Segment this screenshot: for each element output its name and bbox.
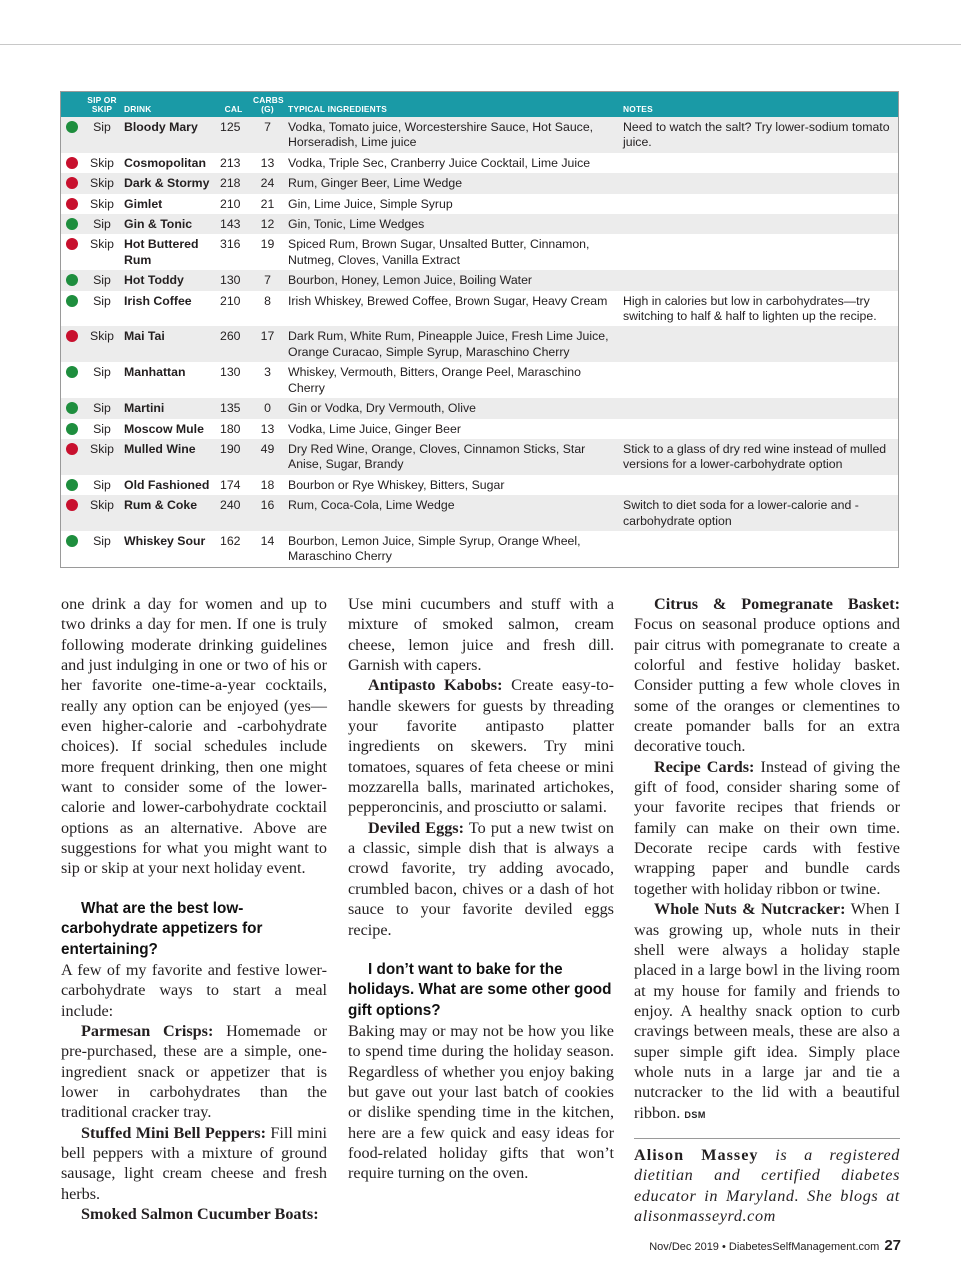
ingredients-cell: Spiced Rum, Brown Sugar, Unsalted Butter, Cinnamon, Nutmeg, Cloves, Vanilla Extract xyxy=(285,234,620,270)
lead-in: Whole Nuts & Nutcracker: xyxy=(654,900,846,919)
table-row xyxy=(61,173,898,193)
sip-or-skip-table-container xyxy=(60,91,899,568)
notes-cell xyxy=(620,398,898,418)
sip-status-dot-icon xyxy=(66,423,78,435)
footer-issue-site: Nov/Dec 2019 • DiabetesSelfManagement.com xyxy=(649,1241,880,1253)
ingredients-cell: Rum, Coca-Cola, Lime Wedge xyxy=(285,495,620,531)
status-cell xyxy=(61,194,83,214)
drink-name-cell: Gin & Tonic xyxy=(121,214,217,234)
drink-name-cell: Martini xyxy=(121,398,217,418)
carbs-cell: 19 xyxy=(250,234,285,270)
sip-skip-cell: Sip xyxy=(83,214,121,234)
status-cell xyxy=(61,439,83,475)
calories-cell: 218 xyxy=(217,173,250,193)
table-body xyxy=(61,117,898,567)
calories-cell: 210 xyxy=(217,194,250,214)
ingredients-cell: Vodka, Lime Juice, Ginger Beer xyxy=(285,419,620,439)
lead-in: Stuffed Mini Bell Peppers: xyxy=(81,1123,266,1142)
table-row xyxy=(61,214,898,234)
sip-skip-cell: Sip xyxy=(83,117,121,153)
ingredients-cell: Whiskey, Vermouth, Bitters, Orange Peel, Maraschino Cherry xyxy=(285,362,620,398)
notes-cell: Switch to diet soda for a lower-calorie and -carbohydrate option xyxy=(620,495,898,531)
notes-cell xyxy=(620,234,898,270)
top-rule xyxy=(0,44,961,45)
carbs-cell: 0 xyxy=(250,398,285,418)
author-name: Alison Massey xyxy=(634,1145,759,1164)
drink-name-cell: Bloody Mary xyxy=(121,117,217,153)
notes-cell xyxy=(620,214,898,234)
carbs-cell: 21 xyxy=(250,194,285,214)
sip-status-dot-icon xyxy=(66,274,78,286)
sip-status-dot-icon xyxy=(66,402,78,414)
sip-skip-cell: Skip xyxy=(83,495,121,531)
sip-skip-cell: Sip xyxy=(83,419,121,439)
drink-name-cell: Whiskey Sour xyxy=(121,531,217,567)
notes-cell: Need to watch the salt? Try lower-sodium tomato juice. xyxy=(620,117,898,153)
ingredients-cell: Gin, Tonic, Lime Wedges xyxy=(285,214,620,234)
status-cell xyxy=(61,234,83,270)
page-footer xyxy=(649,1237,901,1254)
notes-cell xyxy=(620,270,898,290)
lead-in: Parmesan Crisps: xyxy=(81,1021,214,1040)
calories-cell: 130 xyxy=(217,362,250,398)
table-row xyxy=(61,419,898,439)
table-header-row xyxy=(61,92,898,117)
drink-name-cell: Gimlet xyxy=(121,194,217,214)
calories-cell: 316 xyxy=(217,234,250,270)
header-drink: DRINK xyxy=(121,92,217,117)
sip-skip-cell: Sip xyxy=(83,270,121,290)
body-paragraph-antipasto xyxy=(348,675,614,817)
paragraph-text: Homemade or pre-purchased, these are a simple, one-ingredient snack or appetizer that is lower in carbohydrates than the traditional cracker tray. xyxy=(61,1021,327,1122)
sip-status-dot-icon xyxy=(66,366,78,378)
sip-skip-cell: Sip xyxy=(83,398,121,418)
drink-name-cell: Rum & Coke xyxy=(121,495,217,531)
status-cell xyxy=(61,475,83,495)
skip-status-dot-icon xyxy=(66,443,78,455)
header-sip-skip: SIP OR SKIP xyxy=(83,92,121,117)
table-row xyxy=(61,291,898,327)
question-heading-gifts: I don’t want to bake for the holidays. What are some other good gift options? xyxy=(348,960,612,1019)
calories-cell: 135 xyxy=(217,398,250,418)
drink-name-cell: Irish Coffee xyxy=(121,291,217,327)
carbs-cell: 24 xyxy=(250,173,285,193)
ingredients-cell: Vodka, Tomato juice, Worcestershire Sauce, Hot Sauce, Horseradish, Lime juice xyxy=(285,117,620,153)
table-row xyxy=(61,439,898,475)
calories-cell: 143 xyxy=(217,214,250,234)
lead-in: Antipasto Kabobs: xyxy=(368,676,503,695)
article-column-3 xyxy=(634,594,900,1226)
drink-name-cell: Manhattan xyxy=(121,362,217,398)
table-row xyxy=(61,270,898,290)
table-row xyxy=(61,194,898,214)
skip-status-dot-icon xyxy=(66,330,78,342)
header-carbs: CARBS (G) xyxy=(250,92,285,117)
sip-skip-cell: Skip xyxy=(83,234,121,270)
carbs-cell: 3 xyxy=(250,362,285,398)
calories-cell: 190 xyxy=(217,439,250,475)
body-paragraph-recipe-cards xyxy=(634,757,900,899)
status-cell xyxy=(61,326,83,362)
ingredients-cell: Dark Rum, White Rum, Pineapple Juice, Fresh Lime Juice, Orange Curacao, Simple Syrup, Maraschino Cherry xyxy=(285,326,620,362)
lead-in: Citrus & Pomegranate Basket: xyxy=(654,595,900,613)
article-column-1 xyxy=(61,594,327,1224)
notes-cell xyxy=(620,153,898,173)
status-cell xyxy=(61,117,83,153)
ingredients-cell: Bourbon or Rye Whiskey, Bitters, Sugar xyxy=(285,475,620,495)
calories-cell: 240 xyxy=(217,495,250,531)
drink-name-cell: Dark & Stormy xyxy=(121,173,217,193)
sip-status-dot-icon xyxy=(66,479,78,491)
ingredients-cell: Vodka, Triple Sec, Cranberry Juice Cocktail, Lime Juice xyxy=(285,153,620,173)
end-mark: DSM xyxy=(684,1109,706,1120)
sip-skip-cell: Skip xyxy=(83,439,121,475)
drink-name-cell: Mai Tai xyxy=(121,326,217,362)
body-paragraph-nuts xyxy=(634,899,900,1125)
ingredients-cell: Dry Red Wine, Orange, Cloves, Cinnamon Sticks, Star Anise, Sugar, Brandy xyxy=(285,439,620,475)
carbs-cell: 49 xyxy=(250,439,285,475)
header-cal: CAL xyxy=(217,92,250,117)
status-cell xyxy=(61,495,83,531)
carbs-cell: 17 xyxy=(250,326,285,362)
paragraph-text: Focus on seasonal produce options and pair citrus with pomegranate to create a colorful and festive holiday basket. Consider putting a few whole cloves in some of the oranges or clementines to create pomander balls for an extra decorative touch. xyxy=(634,615,900,756)
question-heading-appetizers: What are the best low-carbohydrate appetizers for entertaining? xyxy=(61,899,263,958)
sip-skip-cell: Sip xyxy=(83,475,121,495)
table-row xyxy=(61,362,898,398)
table-row xyxy=(61,117,898,153)
table-row xyxy=(61,326,898,362)
skip-status-dot-icon xyxy=(66,177,78,189)
drink-name-cell: Hot Toddy xyxy=(121,270,217,290)
ingredients-cell: Bourbon, Lemon Juice, Simple Syrup, Orange Wheel, Maraschino Cherry xyxy=(285,531,620,567)
calories-cell: 162 xyxy=(217,531,250,567)
calories-cell: 180 xyxy=(217,419,250,439)
sip-skip-cell: Skip xyxy=(83,194,121,214)
status-cell xyxy=(61,270,83,290)
status-cell xyxy=(61,362,83,398)
table-row xyxy=(61,398,898,418)
header-ingredients: TYPICAL INGREDIENTS xyxy=(285,92,620,117)
notes-cell xyxy=(620,475,898,495)
body-paragraph-salmon xyxy=(61,1204,327,1224)
body-paragraph-citrus xyxy=(634,594,900,757)
paragraph-text: Create easy-to-handle skewers for guests by threading your favorite antipasto platter ingredients on skewers. Try mini tomatoes, squares of feta cheese or mini mozzarella balls, marinated artichokes, pepperoncinis, and prosciutto or salami. xyxy=(348,676,614,817)
calories-cell: 130 xyxy=(217,270,250,290)
paragraph-text: To put a new twist on a classic, simple dish that is always a crowd favorite, try adding avocado, crumbled bacon, chives or a dash of hot sauce to your favorite deviled eggs recipe. xyxy=(348,818,614,939)
calories-cell: 125 xyxy=(217,117,250,153)
skip-status-dot-icon xyxy=(66,198,78,210)
table-row xyxy=(61,475,898,495)
carbs-cell: 13 xyxy=(250,153,285,173)
notes-cell xyxy=(620,419,898,439)
calories-cell: 210 xyxy=(217,291,250,327)
body-paragraph: one drink a day for women and up to two drinks a day for men. If one is truly following moderate drinking guidelines and just indulging in one or two of his or her favorite one-time-a-year cocktails, really any option can be enjoyed (yes—even higher-calorie and -carbohydrate choices). If social schedules include more frequent drinking, then one might want to consider some of the lower-calorie and lower-carbohydrate cocktail options as an alternative. Above are suggestions for what you might want to sip or skip at your next holiday event. xyxy=(61,595,327,878)
carbs-cell: 14 xyxy=(250,531,285,567)
notes-cell xyxy=(620,531,898,567)
header-status-dot xyxy=(61,92,83,117)
ingredients-cell: Gin or Vodka, Dry Vermouth, Olive xyxy=(285,398,620,418)
sip-or-skip-table xyxy=(61,92,898,567)
body-paragraph-parmesan xyxy=(61,1021,327,1123)
drink-name-cell: Old Fashioned xyxy=(121,475,217,495)
body-paragraph-peppers xyxy=(61,1123,327,1204)
status-cell xyxy=(61,214,83,234)
body-paragraph-deviled-eggs xyxy=(348,818,614,940)
header-notes: NOTES xyxy=(620,92,898,117)
status-cell xyxy=(61,398,83,418)
drink-name-cell: Moscow Mule xyxy=(121,419,217,439)
body-paragraph: Use mini cucumbers and stuff with a mixture of smoked salmon, cream cheese, lemon juice and fresh dill. Garnish with capers. xyxy=(348,595,614,675)
notes-cell: High in calories but low in carbohydrates—try switching to half & half to lighten up the recipe. xyxy=(620,291,898,327)
body-paragraph: Baking may or may not be how you like to spend time during the holiday season. Regardless of whether you enjoy baking but gave out your last batch of cookies or dislike spending time in the kitchen, here are a few quick and easy ideas for food-related holiday gifts that won’t require turning on the oven. xyxy=(348,1021,614,1183)
sip-status-dot-icon xyxy=(66,218,78,230)
bio-divider xyxy=(634,1138,900,1139)
ingredients-cell: Irish Whiskey, Brewed Coffee, Brown Sugar, Heavy Cream xyxy=(285,291,620,327)
carbs-cell: 7 xyxy=(250,270,285,290)
notes-cell xyxy=(620,362,898,398)
sip-status-dot-icon xyxy=(66,121,78,133)
table-row xyxy=(61,234,898,270)
notes-cell: Stick to a glass of dry red wine instead of mulled versions for a lower-carbohydrate option xyxy=(620,439,898,475)
status-cell xyxy=(61,173,83,193)
page-number: 27 xyxy=(884,1237,901,1254)
sip-skip-cell: Skip xyxy=(83,153,121,173)
drink-name-cell: Mulled Wine xyxy=(121,439,217,475)
status-cell xyxy=(61,291,83,327)
lead-in: Smoked Salmon Cucumber Boats: xyxy=(81,1204,319,1223)
sip-skip-cell: Sip xyxy=(83,362,121,398)
sip-skip-cell: Sip xyxy=(83,531,121,567)
author-bio-text: is a registered dietitian and certified diabetes educator in Maryland. She blogs at alisonmasseyrd.com xyxy=(634,1145,900,1225)
carbs-cell: 12 xyxy=(250,214,285,234)
table-row xyxy=(61,495,898,531)
carbs-cell: 16 xyxy=(250,495,285,531)
notes-cell xyxy=(620,326,898,362)
carbs-cell: 7 xyxy=(250,117,285,153)
author-bio xyxy=(634,1145,900,1226)
sip-status-dot-icon xyxy=(66,295,78,307)
lead-in: Deviled Eggs: xyxy=(368,818,464,837)
skip-status-dot-icon xyxy=(66,157,78,169)
skip-status-dot-icon xyxy=(66,499,78,511)
carbs-cell: 18 xyxy=(250,475,285,495)
drink-name-cell: Cosmopolitan xyxy=(121,153,217,173)
notes-cell xyxy=(620,173,898,193)
paragraph-text: Instead of giving the gift of food, consider sharing some of your favorite recipes that friends or family can make on their own time. Decorate recipe cards with festive wrapping paper and bundle cards together with holiday ribbon or twine. xyxy=(634,757,901,898)
calories-cell: 213 xyxy=(217,153,250,173)
paragraph-text: Fill mini bell peppers with a mixture of ground sausage, light cream cheese and fresh herbs. xyxy=(61,1123,327,1203)
calories-cell: 260 xyxy=(217,326,250,362)
paragraph-text: When I was growing up, whole nuts in their shell were always a holiday staple placed in a large bowl in the living room at my house for family and friends to enjoy. A healthy snack option to curb cravings between meals, these are also a super simple gift idea. Simply place whole nuts in a large jar and tie a nutcracker to the lid with a beautiful ribbon. xyxy=(634,900,901,1122)
article-column-2 xyxy=(348,594,614,1184)
status-cell xyxy=(61,419,83,439)
notes-cell xyxy=(620,194,898,214)
status-cell xyxy=(61,153,83,173)
table-row xyxy=(61,531,898,567)
body-paragraph: A few of my favorite and festive lower-carbohydrate ways to start a meal include: xyxy=(61,960,327,1020)
skip-status-dot-icon xyxy=(66,238,78,250)
sip-status-dot-icon xyxy=(66,535,78,547)
calories-cell: 174 xyxy=(217,475,250,495)
status-cell xyxy=(61,531,83,567)
sip-skip-cell: Sip xyxy=(83,291,121,327)
table-row xyxy=(61,153,898,173)
carbs-cell: 13 xyxy=(250,419,285,439)
ingredients-cell: Rum, Ginger Beer, Lime Wedge xyxy=(285,173,620,193)
lead-in: Recipe Cards: xyxy=(654,757,755,776)
ingredients-cell: Bourbon, Honey, Lemon Juice, Boiling Water xyxy=(285,270,620,290)
drink-name-cell: Hot Buttered Rum xyxy=(121,234,217,270)
carbs-cell: 8 xyxy=(250,291,285,327)
sip-skip-cell: Skip xyxy=(83,326,121,362)
ingredients-cell: Gin, Lime Juice, Simple Syrup xyxy=(285,194,620,214)
sip-skip-cell: Skip xyxy=(83,173,121,193)
